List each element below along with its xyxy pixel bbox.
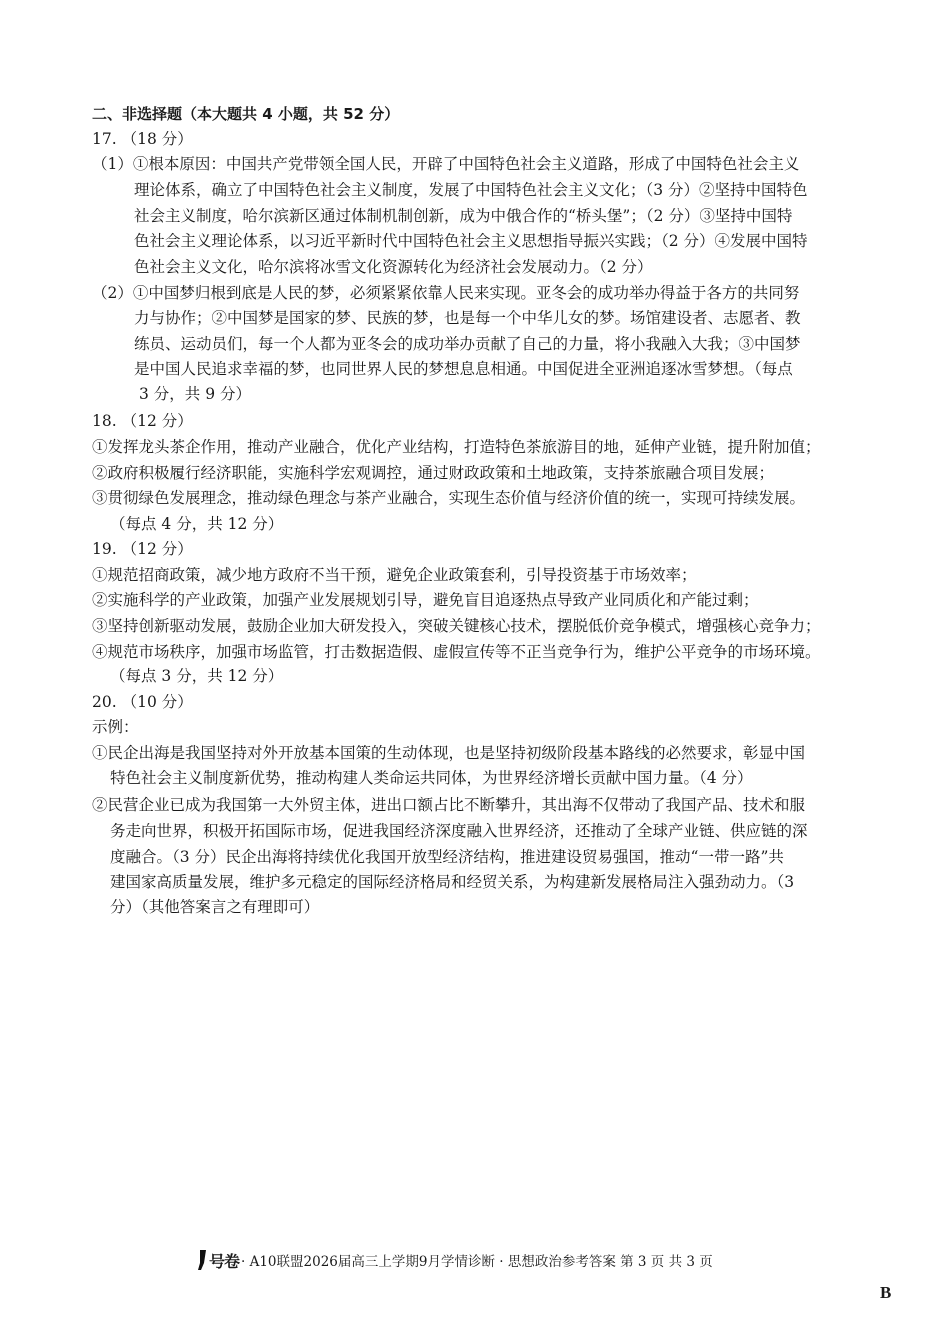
q17-part2-line: （2）①中国梦归根到底是人民的梦，必须紧紧依靠人民来实现。亚冬会的成功举办得益于各方的共同努 — [92, 284, 800, 302]
q18-heading: 18. （12 分） — [92, 412, 193, 430]
q20-example-label: 示例： — [92, 718, 139, 736]
page-footer — [196, 1248, 713, 1272]
q19-line: ①规范招商政策，减少地方政府不当干预，避免企业政策套利，引导投资基于市场效率； — [92, 566, 697, 584]
q17-part1-line: 社会主义制度，哈尔滨新区通过体制机制创新，成为中俄合作的“桥头堡”；（2 分）③坚持中国特 — [134, 207, 793, 225]
q19-heading: 19. （12 分） — [92, 540, 193, 558]
brush-stroke-icon — [196, 1249, 208, 1271]
q17-part1-line: 理论体系，确立了中国特色社会主义制度，发展了中国特色社会主义文化；（3 分）②坚持中国特色 — [134, 181, 808, 199]
q18-line: ①发挥龙头茶企作用，推动产业融合，优化产业结构，打造特色茶旅游目的地，延伸产业链，提升附加值； — [92, 438, 821, 456]
q19-line: ②实施科学的产业政策，加强产业发展规划引导，避免盲目追逐热点导致产业同质化和产能过剩； — [92, 591, 759, 609]
q19-line: ④规范市场秩序，加强市场监管，打击数据造假、虚假宣传等不正当竞争行为，维护公平竞争的市场环境。 — [92, 643, 821, 661]
page-corner-mark: B — [880, 1283, 892, 1302]
q17-part1-line: 色社会主义理论体系，以习近平新时代中国特色社会主义思想指导振兴实践；（2 分）④发展中国特 — [134, 232, 808, 250]
q17-heading: 17. （18 分） — [92, 130, 193, 148]
q18-line: ②政府积极履行经济职能，实施科学宏观调控，通过财政政策和土地政策，支持茶旅融合项目发展； — [92, 464, 775, 482]
q19-line: （每点 3 分，共 12 分） — [110, 667, 284, 685]
section-title: 二、非选择题（本大题共 4 小题，共 52 分） — [92, 105, 400, 123]
q20-heading: 20. （10 分） — [92, 693, 193, 711]
footer-text: · A10联盟2026届高三上学期9月学情诊断 · 思想政治参考答案 第 3 页 共 3 页 — [241, 1254, 713, 1270]
q18-line: （每点 4 分，共 12 分） — [110, 515, 284, 533]
q20-point1-line: 特色社会主义制度新优势，推动构建人类命运共同体，为世界经济增长贡献中国力量。（4 分） — [110, 769, 753, 787]
q20-point2-line: 务走向世界，积极开拓国际市场，促进我国经济深度融入世界经济，还推动了全球产业链、供应链的深 — [110, 822, 808, 840]
q17-part2-line: 是中国人民追求幸福的梦，也同世界人民的梦想息息相通。中国促进全亚洲追逐冰雪梦想。（每点 — [134, 360, 793, 378]
q17-part1-line: 色社会主义文化，哈尔滨将冰雪文化资源转化为经济社会发展动力。（2 分） — [134, 258, 653, 276]
q19-line: ③坚持创新驱动发展，鼓励企业加大研发投入，突破关键核心技术，摆脱低价竞争模式，增强核心竞争力； — [92, 617, 821, 635]
q20-point2-line: 度融合。（3 分）民企出海将持续优化我国开放型经济结构，推进建设贸易强国，推动“一带一路”共 — [110, 848, 784, 866]
brand-logo — [196, 1249, 239, 1272]
brand-logo-text: 号卷 — [209, 1251, 240, 1271]
q17-part2-line: 3 分，共 9 分） — [139, 385, 252, 403]
q18-line: ③贯彻绿色发展理念，推动绿色理念与茶产业融合，实现生态价值与经济价值的统一，实现可持续发展。 — [92, 489, 806, 507]
q17-part2-line: 练员、运动员们，每一个人都为亚冬会的成功举办贡献了自己的力量，将小我融入大我；③中国梦 — [134, 335, 801, 353]
q20-point2-line: 建国家高质量发展，维护多元稳定的国际经济格局和经贸关系，为构建新发展格局注入强劲动力。（3 — [110, 873, 795, 891]
q20-point2-line: ②民营企业已成为我国第一大外贸主体，进出口额占比不断攀升，其出海不仅带动了我国产品、技术和服 — [92, 796, 806, 814]
q20-point2-line: 分）（其他答案言之有理即可） — [110, 898, 320, 916]
q17-part2-line: 力与协作；②中国梦是国家的梦、民族的梦，也是每一个中华儿女的梦。场馆建设者、志愿者、教 — [134, 309, 801, 327]
q20-point1-line: ①民企出海是我国坚持对外开放基本国策的生动体现，也是坚持初级阶段基本路线的必然要求，彰显中国 — [92, 744, 806, 762]
q17-part1-line: （1）①根本原因：中国共产党带领全国人民，开辟了中国特色社会主义道路，形成了中国特色社会主义 — [92, 155, 800, 173]
